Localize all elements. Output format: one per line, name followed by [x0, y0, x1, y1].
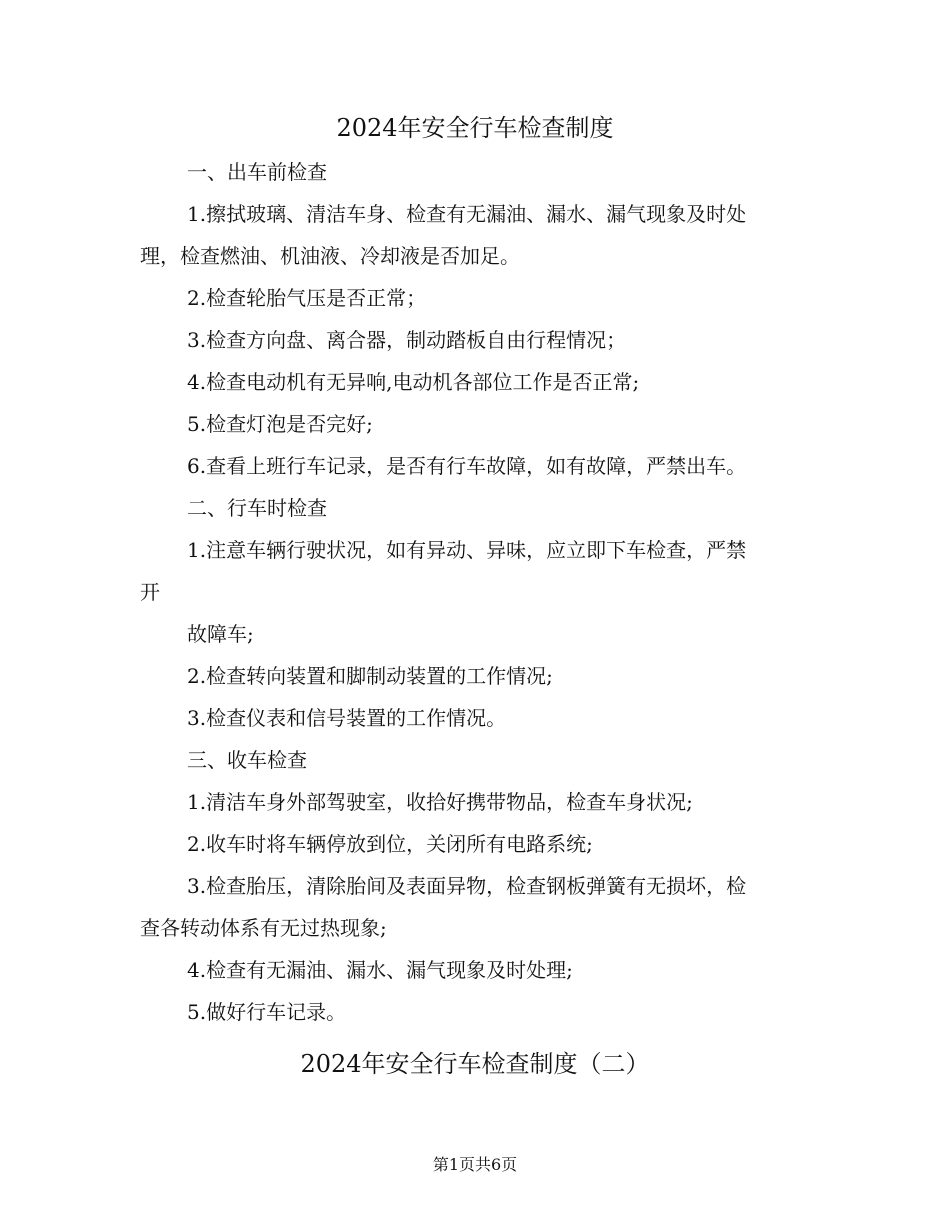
- paragraph-line: 开: [140, 580, 160, 604]
- paragraph-line: 查各转动体系有无过热现象;: [140, 916, 387, 940]
- paragraph-line: 1.擦拭玻璃、清洁车身、检查有无漏油、漏水、漏气现象及时处: [187, 202, 747, 226]
- paragraph-line: 故障车;: [187, 622, 254, 646]
- section-heading-driving: 二、行车时检查: [187, 496, 327, 520]
- paragraph-line: 2.检查转向装置和脚制动装置的工作情况;: [187, 664, 553, 688]
- paragraph-line: 2.检查轮胎气压是否正常；: [187, 286, 427, 310]
- paragraph-line: 3.检查仪表和信号装置的工作情况。: [187, 706, 507, 730]
- paragraph-line: 5.检查灯泡是否完好;: [187, 412, 373, 436]
- paragraph-line: 4.检查电动机有无异响,电动机各部位工作是否正常;: [187, 370, 640, 394]
- paragraph-line: 1.注意车辆行驶状况，如有异动、异味，应立即下车检查，严禁: [187, 538, 747, 562]
- section-heading-return: 三、收车检查: [187, 748, 307, 772]
- document-title: 2024年安全行车检查制度: [336, 114, 614, 142]
- paragraph-line: 3.检查胎压，清除胎间及表面异物，检查钢板弹簧有无损坏，检: [187, 874, 747, 898]
- page-number: 第1页共6页: [432, 1155, 518, 1174]
- paragraph-line: 理，检查燃油、机油液、冷却液是否加足。: [140, 244, 520, 268]
- paragraph-line: 1.清洁车身外部驾驶室，收拾好携带物品，检查车身状况;: [187, 790, 693, 814]
- paragraph-line: 3.检查方向盘、离合器，制动踏板自由行程情况；: [187, 328, 627, 352]
- second-document-title: 2024年安全行车检查制度（二）: [300, 1050, 650, 1078]
- paragraph-line: 2.收车时将车辆停放到位，关闭所有电路系统;: [187, 832, 593, 856]
- paragraph-line: 6.查看上班行车记录，是否有行车故障，如有故障，严禁出车。: [187, 454, 747, 478]
- paragraph-line: 5.做好行车记录。: [187, 1000, 347, 1024]
- paragraph-line: 4.检查有无漏油、漏水、漏气现象及时处理;: [187, 958, 573, 982]
- section-heading-pre-trip: 一、出车前检查: [187, 160, 327, 184]
